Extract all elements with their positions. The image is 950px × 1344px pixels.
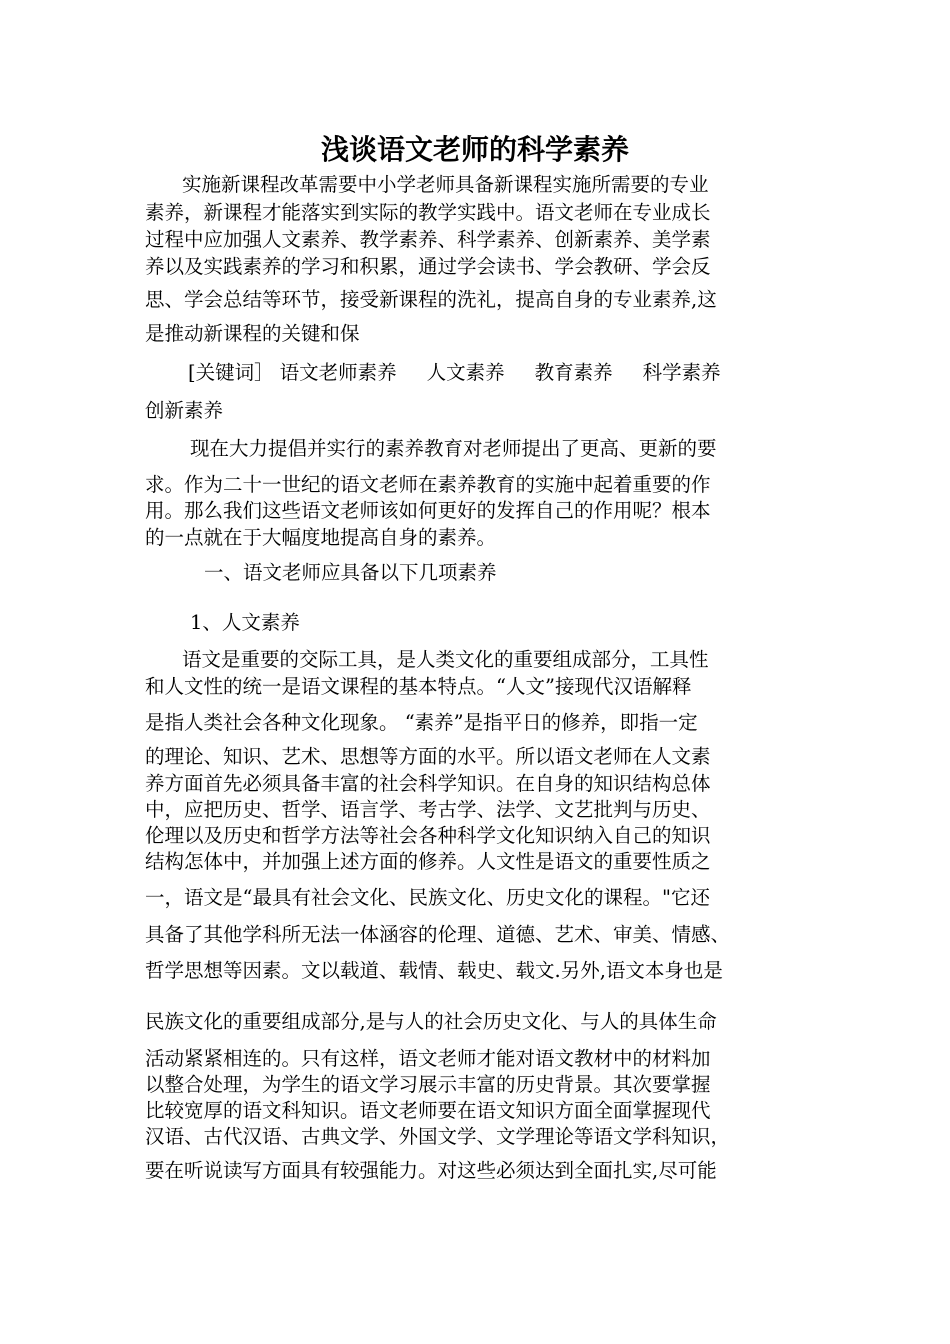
body-line: 一，语文是“最具有社会文化、民族文化、历史文化的课程。"它还 [145,886,710,909]
keyword: 创新素养 [145,399,224,422]
section-heading: 一、语文老师应具备以下几项素养 [204,561,497,584]
intro-line: 的一点就在于大幅度地提高自身的素养。 [145,526,497,549]
body-line: 养方面首先必须具备丰富的社会科学知识。在自身的知识结构总体 [145,772,711,795]
abstract-line: 是推动新课程的关键和保 [145,322,360,345]
keywords-line [188,360,721,386]
abstract-line: 实施新课程改革需要中小学老师具备新课程实施所需要的专业 [182,173,709,196]
keyword: 人文素养 [426,361,505,384]
body-line: 的理论、知识、艺术、思想等方面的水平。所以语文老师在人文素 [145,745,711,768]
body-line: 民族文化的重要组成部分,是与人的社会历史文化、与人的具体生命 [145,1010,717,1033]
body-line: 是指人类社会各种文化现象。 “素养”是指平日的修养，即指一定 [145,711,698,734]
keyword: 教育素养 [534,361,613,384]
body-line: 活动紧紧相连的。只有这样，语文老师才能对语文教材中的材料加 [145,1047,711,1070]
body-line: 结构怎体中，并加强上述方面的修养。人文性是语文的重要性质之 [145,850,711,873]
body-line: 语文是重要的交际工具，是人类文化的重要组成部分，工具性 [182,648,709,671]
keywords-label: [关键词］ [188,361,274,384]
subsection-heading: 1、人文素养 [190,611,300,634]
body-line: 具备了其他学科所无法一体涵容的伦理、道德、艺术、审美、情感、 [145,923,731,946]
body-line: 汉语、古代汉语、古典文学、外国文学、文学理论等语文学科知识， [145,1125,731,1148]
abstract-line: 素养，新课程才能落实到实际的教学实践中。语文老师在专业成长 [145,201,711,224]
body-line: 中，应把历史、哲学、语言学、考古学、法学、文艺批判与历史、 [145,798,711,821]
keyword: 科学素养 [642,361,721,384]
body-line: 要在听说读写方面具有较强能力。对这些必须达到全面扎实,尽可能 [145,1159,717,1182]
body-line: 哲学思想等因素。文以载道、载情、载史、载文.另外,语文本身也是 [145,959,723,982]
abstract-line: 思、学会总结等环节，接受新课程的洗礼，提高自身的专业素养,这 [145,288,717,311]
body-line: 以整合处理，为学生的语文学习展示丰富的历史背景。其次要掌握 [145,1073,711,1096]
intro-line: 用。那么我们这些语文老师该如何更好的发挥自己的作用呢？根本 [145,499,711,522]
keyword: 语文老师素养 [279,361,397,384]
body-line: 伦理以及历史和哲学方法等社会各种科学文化知识纳入自己的知识 [145,824,711,847]
body-line: 和人文性的统一是语文课程的基本特点。“人文”接现代汉语解释 [145,675,692,698]
body-line: 比较宽厚的语文科知识。语文老师要在语文知识方面全面掌握现代 [145,1099,711,1122]
abstract-line: 养以及实践素养的学习和积累，通过学会读书、学会教研、学会反 [145,255,711,278]
document-title: 浅谈语文老师的科学素养 [320,133,629,166]
intro-line: 现在大力提倡并实行的素养教育对老师提出了更高、更新的要 [190,437,717,460]
intro-line: 求。作为二十一世纪的语文老师在素养教育的实施中起着重要的作 [145,473,711,496]
abstract-line: 过程中应加强人文素养、教学素养、科学素养、创新素养、美学素 [145,228,711,251]
